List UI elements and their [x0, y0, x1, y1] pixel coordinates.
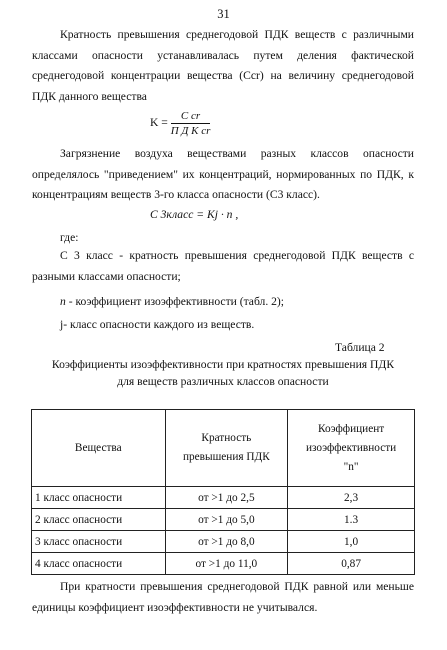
cell-class: 1 класс опасности: [32, 487, 166, 509]
formula-k: [150, 110, 210, 137]
definition-j: j- класс опасности каждого из веществ.: [60, 318, 255, 331]
table-caption-line2: для веществ различных классов опасности: [117, 375, 329, 388]
table-label: Таблица 2: [335, 341, 385, 354]
definition-n-symbol: n: [60, 295, 66, 308]
header-coefficient-line2: изоэффективности: [305, 441, 397, 454]
cell-range: от >1 до 5,0: [165, 509, 288, 531]
header-coefficient-line1: Коэффициент: [317, 422, 385, 435]
definition-n-text: - коэффициент изоэффективности (табл. 2);: [68, 295, 285, 308]
formula-k-lhs: K =: [150, 116, 168, 130]
cell-coefficient: 2,3: [288, 487, 415, 509]
cell-coefficient: 1.3: [288, 509, 415, 531]
cell-class: 3 класс опасности: [32, 531, 166, 553]
table-row: [32, 509, 415, 531]
formula-c3: [150, 208, 238, 221]
header-coefficient-line3: "n": [343, 460, 359, 473]
table-row: [32, 553, 415, 575]
cell-range: от >1 до 2,5: [165, 487, 288, 509]
where-label: где:: [60, 231, 79, 244]
cell-class: 2 класс опасности: [32, 509, 166, 531]
cell-range: от >1 до 8,0: [165, 531, 288, 553]
formula-c3-rhs: = Kj · n ,: [196, 208, 239, 221]
paragraph-final: При кратности превышения среднегодовой ПДК равной или меньше единицы коэффициент изоэффективности не учитывался.: [32, 580, 414, 614]
table-row: [32, 487, 415, 509]
definition-n: [60, 295, 284, 308]
header-ratio-line1: Кратность: [201, 432, 252, 444]
formula-k-denominator: П Д К cr: [170, 125, 211, 137]
header-substances: Вещества: [32, 410, 166, 487]
header-ratio: [165, 410, 288, 487]
cell-coefficient: 1,0: [288, 531, 415, 553]
table-header-row: [32, 410, 415, 487]
formula-k-numerator: C cr: [171, 110, 211, 124]
definition-c3: С 3 класс - кратность превышения среднегодовой ПДК веществ с разными классами опасности;: [32, 249, 414, 283]
header-coefficient: [288, 410, 415, 487]
isoeffectiveness-table: [31, 409, 415, 575]
table-caption-line1: Коэффициенты изоэффективности при кратностях превышения ПДК: [51, 358, 395, 371]
paragraph-ratio-definition: Кратность превышения среднегодовой ПДК веществ с различными классами опасности устанавливалась путем деления фактической среднегодовой концентрации вещества (Сcr) на величину среднегодовой ПДК данного вещества: [32, 28, 414, 103]
formula-k-fraction: [171, 110, 211, 137]
cell-class: 4 класс опасности: [32, 553, 166, 575]
formula-c3-lhs: C 3класс: [150, 208, 194, 221]
header-ratio-line2: превышения ПДК: [182, 451, 270, 463]
cell-range: от >1 до 11,0: [165, 553, 288, 575]
paragraph-reduction: Загрязнение воздуха веществами разных классов опасности определялось "приведением" их концентраций, нормированных по ПДК, к концентрациям веществ 3-го класса опасности (С3 класс).: [32, 147, 414, 202]
page-number: 31: [217, 7, 230, 21]
cell-coefficient: 0,87: [288, 553, 415, 575]
table-row: [32, 531, 415, 553]
